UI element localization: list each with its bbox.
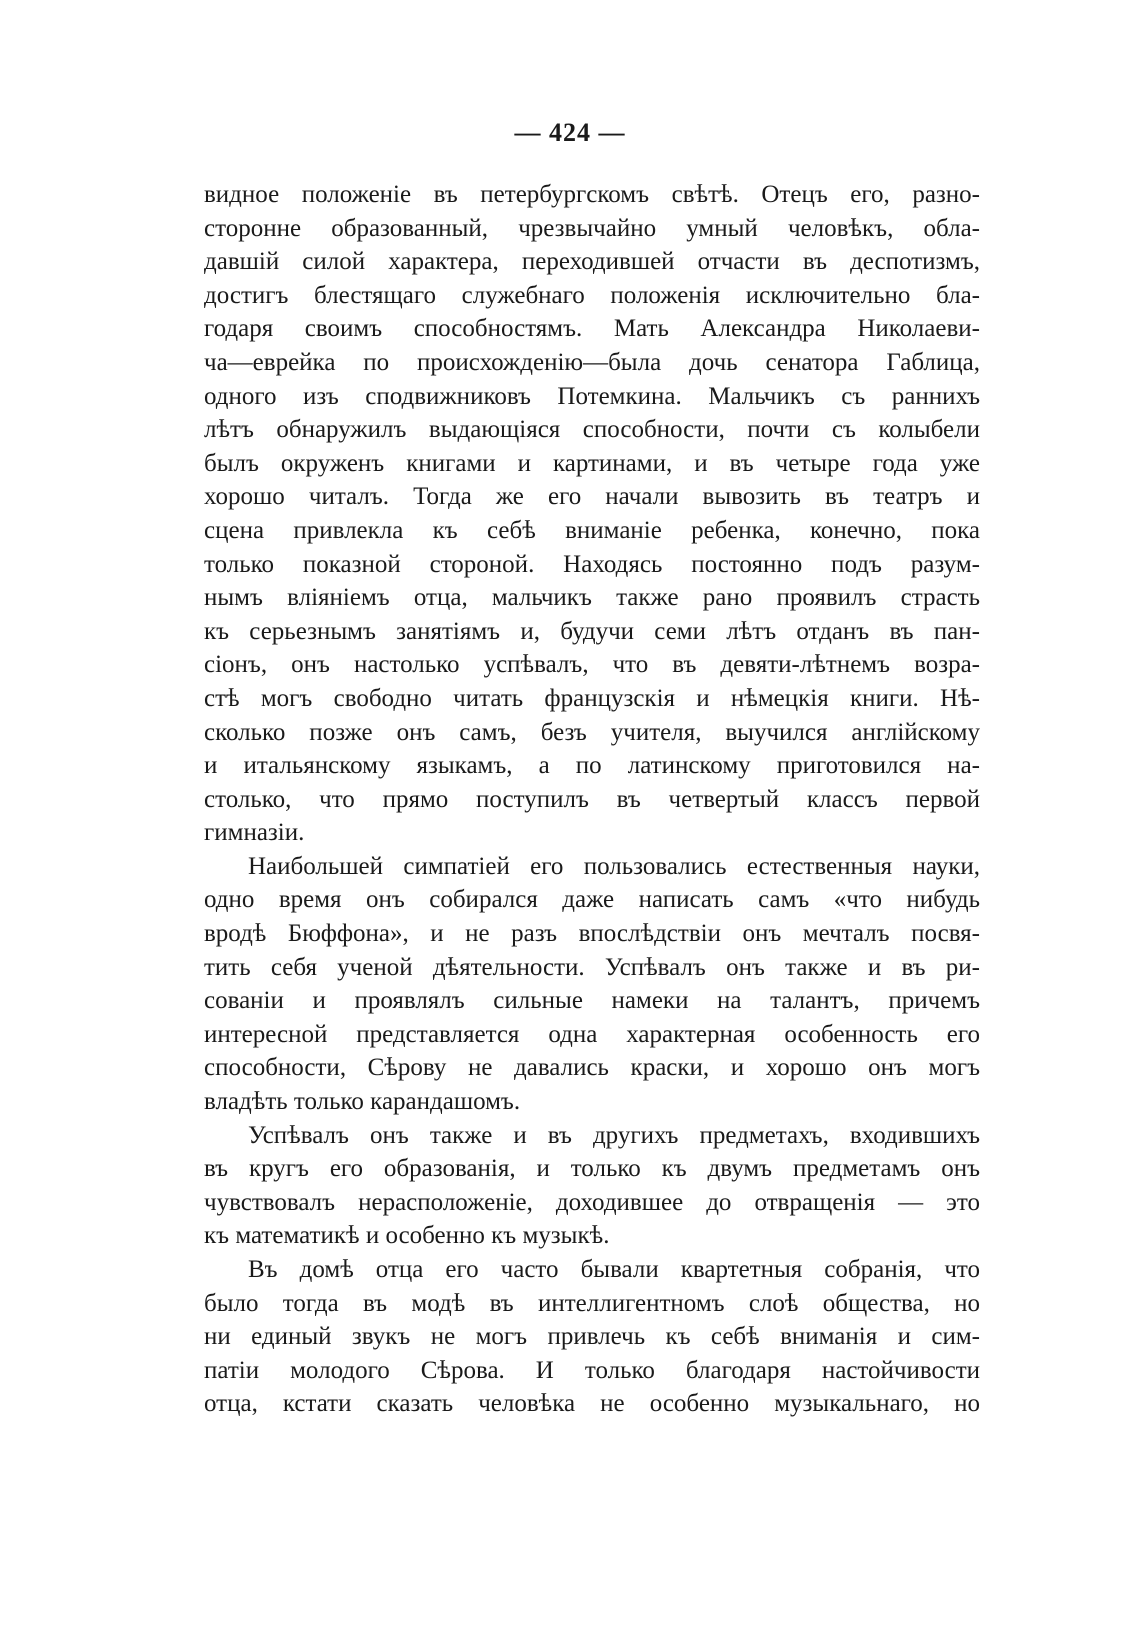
text-line: нымъ влiянiемъ отца, мальчикъ также рано проявилъ страсть xyxy=(204,584,980,612)
text-line: и итальянскому языкамъ, а по латинскому приготовился на- xyxy=(204,752,980,780)
text-line: Наибольшей симпатiей его пользовались естественныя науки, xyxy=(248,852,980,880)
text-line: въ кругъ его образованiя, и только къ двумъ предметамъ онъ xyxy=(204,1155,980,1183)
text-line: вродѣ Бюффона», и не разъ впослѣдствiи онъ мечталъ посвя- xyxy=(204,920,980,948)
text-line: было тогда въ модѣ въ интеллигентномъ слоѣ общества, но xyxy=(204,1289,980,1317)
text-line: ча—еврейка по происхожденiю—была дочь сенатора Габлица, xyxy=(204,348,980,376)
text-line: владѣть только карандашомъ. xyxy=(204,1088,521,1116)
text-line: стѣ могъ свободно читать французскiя и нѣмецкiя книги. Нѣ- xyxy=(204,684,980,712)
text-line: сiонъ, онъ настолько успѣвалъ, что въ девяти-лѣтнемъ возра- xyxy=(204,651,980,679)
text-line: Успѣвалъ онъ также и въ другихъ предметахъ, входившихъ xyxy=(248,1121,980,1149)
text-line: достигъ блестящаго служебнаго положенiя исключительно бла- xyxy=(204,281,980,309)
text-line: годаря своимъ способностямъ. Мать Александра Николаеви- xyxy=(204,315,980,343)
text-line: видное положенiе въ петербургскомъ свѣтѣ. Отецъ его, разно- xyxy=(204,181,980,208)
text-line: интересной представляется одна характерная особенность его xyxy=(204,1020,980,1048)
text-line: давшiй силой характера, переходившей отчасти въ деспотизмъ, xyxy=(204,248,980,276)
text-line: одно время онъ собирался даже написать самъ «что нибудь xyxy=(204,886,980,914)
text-line: сцена привлекла къ себѣ вниманiе ребенка, конечно, пока xyxy=(204,516,980,544)
page-number: — 424 — xyxy=(514,118,626,147)
text-line: одного изъ сподвижниковъ Потемкина. Мальчикъ съ раннихъ xyxy=(204,382,980,410)
text-line: къ серьезнымъ занятiямъ и, будучи семи лѣтъ отданъ въ пан- xyxy=(204,617,980,645)
text-line: патiи молодого Сѣрова. И только благодаря настойчивости xyxy=(204,1356,980,1384)
text-line: ни единый звукъ не могъ привлечь къ себѣ вниманiя и сим- xyxy=(204,1323,980,1351)
text-line: сторонне образованный, чрезвычайно умный человѣкъ, обла- xyxy=(204,214,980,242)
text-line: былъ окруженъ книгами и картинами, и въ четыре года уже xyxy=(204,449,980,477)
text-line: къ математикѣ и особенно къ музыкѣ. xyxy=(204,1222,610,1250)
text-line: хорошо читалъ. Тогда же его начали вывозить въ театръ и xyxy=(204,483,980,511)
text-line: только показной стороной. Находясь постоянно подъ разум- xyxy=(204,550,980,578)
text-line: тить себя ученой дѣятельности. Успѣвалъ онъ также и въ ри- xyxy=(204,953,980,981)
text-line: чувствовалъ нерасположенiе, доходившее до отвращенiя — это xyxy=(204,1188,980,1216)
text-line: столько, что прямо поступилъ въ четвертый классъ первой xyxy=(204,785,980,813)
text-line: лѣтъ обнаружилъ выдающiяся способности, почти съ колыбели xyxy=(204,416,980,444)
text-line: способности, Сѣрову не давались краски, и хорошо онъ могъ xyxy=(204,1054,980,1082)
text-line: гимназiи. xyxy=(204,819,305,847)
body-text xyxy=(204,178,980,1421)
text-line: сованiи и проявлялъ сильные намеки на талантъ, причемъ xyxy=(204,987,980,1015)
text-line: Въ домѣ отца его часто бывали квартетныя собранiя, что xyxy=(248,1256,980,1283)
text-line: отца, кстати сказать человѣка не особенно музыкальнаго, но xyxy=(204,1390,980,1418)
text-line: сколько позже онъ самъ, безъ учителя, выучился англiйскому xyxy=(204,718,980,746)
